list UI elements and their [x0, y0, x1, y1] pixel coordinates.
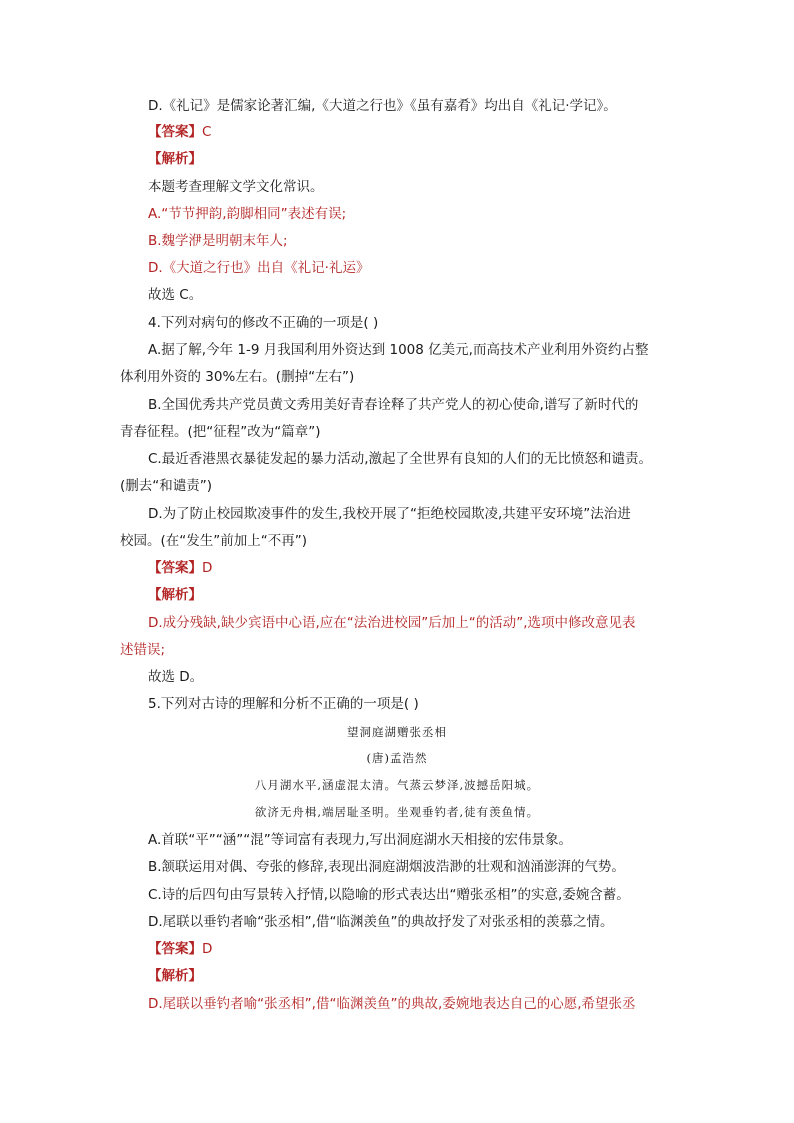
q4-stem: 4.下列对病句的修改不正确的一项是( )	[148, 315, 379, 331]
q4-answer	[148, 558, 212, 578]
answer-label: 【答案】	[148, 941, 202, 957]
q3-option-d: D.《礼记》是儒家论著汇编,《大道之行也》《虽有嘉肴》均出自《礼记·学记》。	[148, 98, 617, 114]
q5-option-c: C.诗的后四句由写景转入抒情,以隐喻的形式表达出“赠张丞相”的实意,委婉含蓄。	[148, 887, 630, 903]
q4-option-c-line1: C.最近香港黑衣暴徒发起的暴力活动,激起了全世界有良知的人们的无比愤怒和谴责。	[148, 451, 653, 467]
q3-analysis-d: D.《大道之行也》出自《礼记·礼运》	[148, 260, 370, 276]
q4-option-a-line2: 体利用外资的 30%左右。(删掉“左右”)	[120, 369, 355, 385]
q3-analysis-b: B.魏学洢是明朝末年人;	[148, 233, 288, 249]
q5-option-b: B.颔联运用对偶、夸张的修辞,表现出洞庭湖烟波浩渺的壮观和汹涌澎湃的气势。	[148, 859, 625, 875]
q5-option-a: A.首联“平”“涵”“混”等词富有表现力,写出洞庭湖水天相接的宏伟景象。	[148, 832, 573, 848]
q4-analysis-line1: D.成分残缺,缺少宾语中心语,应在“法治进校园”后加上“的活动”,选项中修改意见表	[148, 615, 636, 631]
poem-title: 望洞庭湖赠张丞相	[347, 725, 447, 739]
poem-line-1: 八月湖水平,涵虚混太清。气蒸云梦泽,波撼岳阳城。	[254, 778, 540, 792]
answer-label: 【答案】	[148, 560, 202, 576]
q5-answer	[148, 939, 212, 959]
poem-line-2: 欲济无舟楫,端居耻圣明。坐观垂钓者,徒有羡鱼情。	[254, 805, 540, 819]
q4-analysis-label	[148, 585, 202, 605]
q5-option-d: D.尾联以垂钓者喻“张丞相”,借“临渊羡鱼”的典故抒发了对张丞相的羡慕之情。	[148, 914, 614, 930]
q5-analysis-label	[148, 966, 202, 986]
q4-option-c-line2: (删去“和谴责”)	[120, 478, 213, 494]
q3-analysis-a: A.“节节押韵,韵脚相同”表述有误;	[148, 206, 347, 222]
q3-answer	[148, 122, 211, 142]
analysis-label: 【解析】	[148, 968, 202, 984]
q3-analysis-label	[148, 149, 202, 169]
answer-value: C	[202, 124, 212, 140]
q5-analysis-line1: D.尾联以垂钓者喻“张丞相”,借“临渊羡鱼”的典故,委婉地表达自己的心愿,希望张丞	[148, 996, 636, 1012]
q3-analysis-intro: 本题考查理解文学文化常识。	[148, 179, 324, 195]
q4-option-b-line1: B.全国优秀共产党员黄文秀用美好青春诠释了共产党人的初心使命,谱写了新时代的	[148, 397, 639, 413]
analysis-label: 【解析】	[148, 587, 202, 603]
analysis-label: 【解析】	[148, 151, 202, 167]
poem-author: (唐)孟浩然	[366, 751, 428, 765]
q5-stem: 5.下列对古诗的理解和分析不正确的一项是( )	[148, 696, 419, 712]
answer-value: D	[202, 941, 213, 957]
q3-conclusion: 故选 C。	[148, 287, 203, 303]
q4-option-d-line2: 校园。(在“发生”前加上“不再”)	[120, 533, 308, 549]
q4-analysis-line2: 述错误;	[120, 642, 166, 658]
answer-value: D	[202, 560, 213, 576]
q4-option-d-line1: D.为了防止校园欺凌事件的发生,我校开展了“拒绝校园欺凌,共建平安环境”法治进	[148, 506, 631, 522]
answer-label: 【答案】	[148, 124, 202, 140]
q4-conclusion: 故选 D。	[148, 669, 204, 685]
q4-option-b-line2: 青春征程。(把“征程”改为“篇章”)	[120, 424, 321, 440]
q4-option-a-line1: A.据了解,今年 1-9 月我国利用外资达到 1008 亿美元,而高技术产业利用外资约占整	[148, 342, 649, 358]
